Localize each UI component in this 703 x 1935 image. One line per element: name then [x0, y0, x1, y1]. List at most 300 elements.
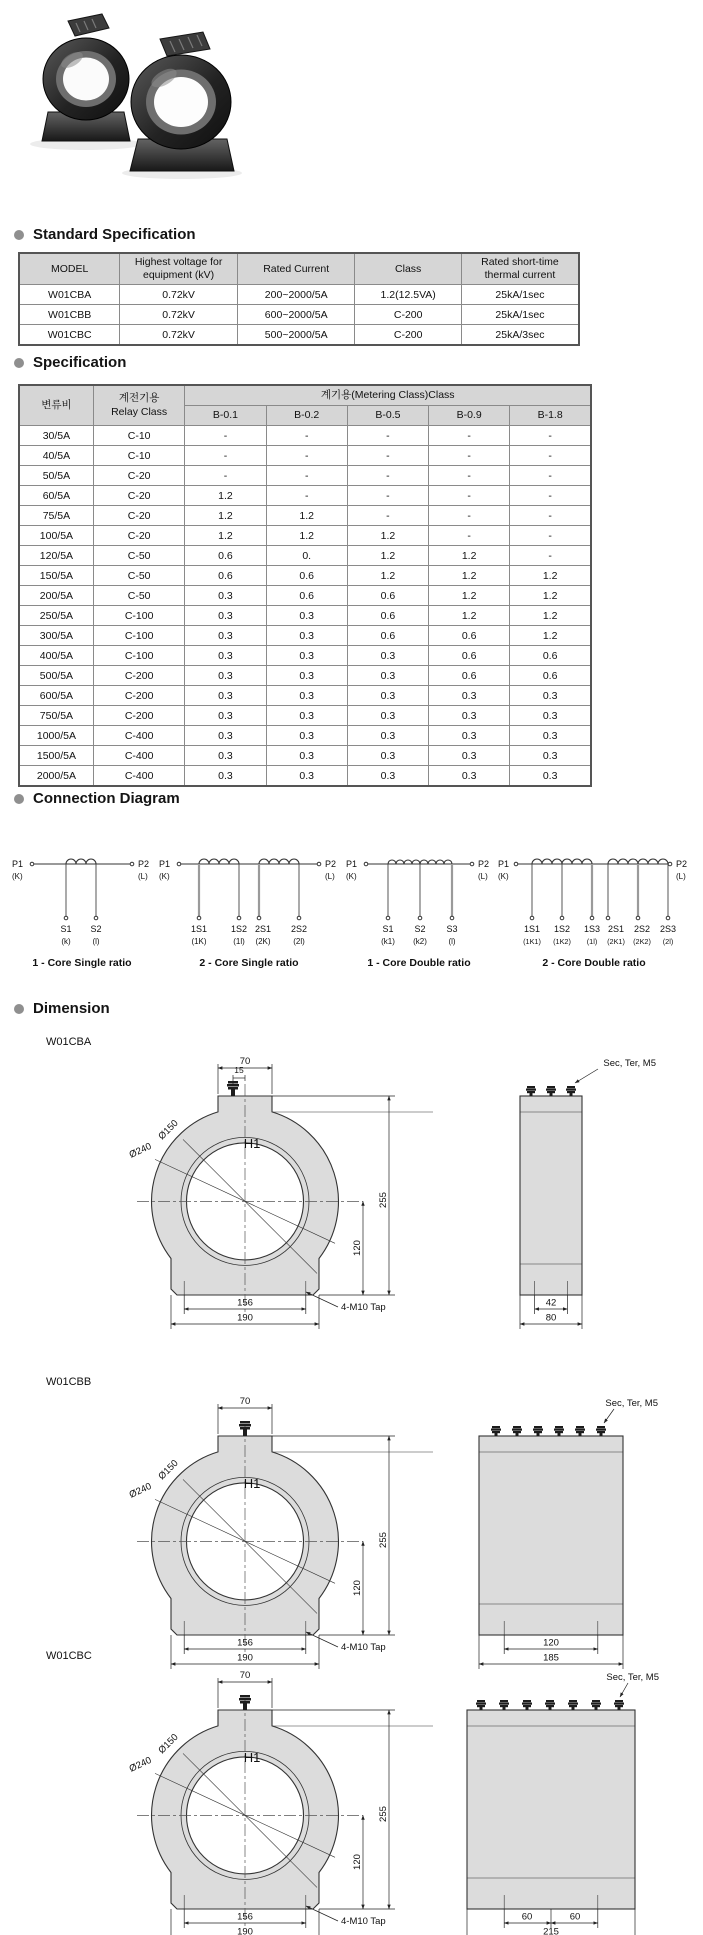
spec-cell: 0.6	[429, 666, 510, 686]
bullet-icon	[14, 230, 24, 240]
spec-cell: -	[347, 426, 428, 446]
spec-cell: -	[185, 446, 266, 466]
spec-cell: -	[266, 466, 347, 486]
col-header-b02: B-0.2	[266, 406, 347, 426]
relay-header-en: Relay Class	[111, 405, 168, 418]
spec-cell: -	[429, 526, 510, 546]
spec-row	[19, 486, 591, 506]
dim-bolt-span: 156	[237, 1297, 253, 1309]
tap-sub: (1K1)	[523, 937, 541, 946]
dim-base: 190	[237, 1312, 253, 1324]
spec-cell: 0.6	[347, 626, 428, 646]
spec-row	[19, 446, 591, 466]
spec-cell: 1.2	[185, 526, 266, 546]
col-header-b18: B-1.8	[510, 406, 591, 426]
spec-cell: -	[429, 486, 510, 506]
spec-cell: 250/5A	[19, 606, 93, 626]
tap-sub: (l)	[92, 937, 100, 946]
tap-note: 4-M10 Tap	[341, 1302, 386, 1313]
side-view-w01cba	[446, 1048, 661, 1343]
standard-spec-row	[19, 285, 579, 305]
spec-cell: 1.2	[347, 566, 428, 586]
standard-spec-cell: 600~2000/5A	[237, 305, 355, 325]
spec-row	[19, 606, 591, 626]
standard-spec-cell: 0.72kV	[120, 325, 238, 346]
standard-spec-cell: 0.72kV	[120, 285, 238, 305]
tap-sub: (2l)	[662, 937, 674, 946]
standard-spec-cell: 500~2000/5A	[237, 325, 355, 346]
col-header-thermal: Rated short-time thermal current	[461, 253, 579, 285]
spec-cell: 0.3	[185, 706, 266, 726]
spec-cell: 1.2	[266, 526, 347, 546]
spec-cell: -	[185, 466, 266, 486]
spec-cell: C-10	[93, 446, 185, 466]
spec-cell: 600/5A	[19, 686, 93, 706]
spec-cell: -	[266, 446, 347, 466]
spec-cell: 120/5A	[19, 546, 93, 566]
tap-label: 2S2	[290, 924, 308, 934]
p1-sub-label: (K)	[12, 872, 23, 881]
relay-header-ko: 계전기용	[118, 392, 160, 405]
section-spec-heading	[14, 354, 126, 371]
spec-cell: C-400	[93, 746, 185, 766]
primary-terminal-bolt	[239, 1421, 251, 1436]
spec-cell: 50/5A	[19, 466, 93, 486]
spec-cell: 0.3	[429, 726, 510, 746]
diagram-1-core-double	[344, 834, 494, 976]
col-header-rated-current: Rated Current	[237, 253, 355, 285]
spec-cell: 0.6	[429, 626, 510, 646]
section-title: Standard Specification	[33, 226, 196, 243]
spec-cell: 0.3	[347, 746, 428, 766]
dim-dia-inner: Ø150	[156, 1117, 181, 1143]
standard-spec-cell: W01CBB	[19, 305, 120, 325]
spec-cell: 0.3	[185, 766, 266, 787]
spec-cell: 0.3	[185, 626, 266, 646]
spec-cell: 0.3	[185, 686, 266, 706]
dim-foot-outer: 215	[543, 1926, 559, 1935]
dim-top-width: 70	[239, 1670, 251, 1681]
spec-cell: C-20	[93, 486, 185, 506]
spec-row	[19, 626, 591, 646]
spec-cell: C-100	[93, 626, 185, 646]
spec-cell: 1.2	[266, 506, 347, 526]
spec-cell: 0.3	[510, 766, 591, 787]
spec-cell: 0.3	[429, 746, 510, 766]
spec-cell: 0.6	[185, 546, 266, 566]
section-title: Specification	[33, 354, 127, 371]
spec-cell: -	[510, 466, 591, 486]
spec-cell: 0.3	[185, 746, 266, 766]
bullet-icon	[14, 358, 24, 368]
dim-height: 255	[378, 1532, 389, 1548]
spec-cell: 150/5A	[19, 566, 93, 586]
dim-base: 190	[237, 1926, 253, 1935]
spec-cell: -	[266, 426, 347, 446]
spec-cell: 750/5A	[19, 706, 93, 726]
spec-cell: C-20	[93, 526, 185, 546]
spec-cell: C-200	[93, 686, 185, 706]
dim-foot-inner: 42	[545, 1297, 557, 1309]
spec-cell: -	[429, 426, 510, 446]
spec-cell: 60/5A	[19, 486, 93, 506]
tap-label: 1S2	[230, 924, 248, 934]
spec-cell: 300/5A	[19, 626, 93, 646]
spec-cell: C-400	[93, 766, 185, 787]
spec-header-row-1	[19, 385, 591, 406]
spec-cell: 0.3	[266, 666, 347, 686]
tap-sub: (1l)	[233, 937, 245, 946]
spec-cell: 0.3	[510, 726, 591, 746]
tap-sub: (k2)	[413, 937, 427, 946]
dim-dia-inner: Ø150	[156, 1731, 181, 1757]
dim-dia-outer: Ø240	[127, 1754, 154, 1775]
spec-cell: 0.3	[429, 706, 510, 726]
dim-dia-outer: Ø240	[127, 1140, 154, 1161]
spec-cell: 0.3	[429, 686, 510, 706]
p1-sub-label: (K)	[346, 872, 357, 881]
model-label-w01cbc: W01CBC	[46, 1650, 92, 1662]
spec-cell: 0.3	[266, 746, 347, 766]
spec-cell: 0.3	[185, 666, 266, 686]
col-header-ratio: 변류비	[19, 385, 93, 426]
p2-sub-label: (L)	[138, 872, 148, 881]
spec-cell: 1.2	[429, 586, 510, 606]
spec-cell: 0.3	[266, 766, 347, 787]
p1-label: P1	[346, 859, 358, 869]
p2-sub-label: (L)	[325, 872, 335, 881]
product-photo	[10, 8, 260, 180]
dim-height2: 120	[352, 1580, 363, 1596]
spec-cell: 0.3	[347, 766, 428, 787]
spec-cell: -	[510, 446, 591, 466]
spec-cell: 0.3	[266, 606, 347, 626]
standard-spec-row	[19, 325, 579, 346]
tap-sub: (2l)	[293, 937, 305, 946]
spec-cell: -	[185, 426, 266, 446]
spec-cell: -	[510, 426, 591, 446]
p2-label: P2	[676, 859, 688, 869]
tap-sub: (1l)	[586, 937, 598, 946]
spec-cell: 0.3	[266, 626, 347, 646]
coil	[388, 860, 452, 864]
col-header-metering: 계기용(Metering Class)Class	[185, 385, 591, 406]
spec-row	[19, 546, 591, 566]
col-header-b01: B-0.1	[185, 406, 266, 426]
spec-cell: -	[510, 526, 591, 546]
diagram-caption: 1 - Core Single ratio	[32, 957, 132, 969]
spec-cell: C-200	[93, 666, 185, 686]
connection-diagrams	[10, 834, 692, 976]
spec-cell: 40/5A	[19, 446, 93, 466]
tap-sub: (k)	[61, 937, 71, 946]
dim-foot-outer: 185	[543, 1652, 559, 1664]
front-view-w01cbc	[95, 1662, 435, 1935]
spec-cell: C-400	[93, 726, 185, 746]
tap-label: 2S2	[633, 924, 651, 934]
spec-cell: 1.2	[185, 486, 266, 506]
standard-spec-cell: C-200	[355, 305, 461, 325]
spec-cell: C-20	[93, 466, 185, 486]
spec-cell: 0.3	[510, 706, 591, 726]
diagram-2-core-single	[157, 834, 342, 976]
spec-cell: 0.3	[347, 726, 428, 746]
side-view-w01cbb	[446, 1388, 661, 1683]
tap-label: 2S1	[607, 924, 625, 934]
spec-row	[19, 726, 591, 746]
model-label-w01cbb: W01CBB	[46, 1376, 92, 1388]
dim-height2: 120	[352, 1240, 363, 1256]
spec-cell: 0.3	[266, 706, 347, 726]
tap-sub: (1K2)	[553, 937, 571, 946]
spec-cell: -	[347, 446, 428, 466]
dim-base: 190	[237, 1652, 253, 1664]
spec-cell: 0.3	[347, 646, 428, 666]
spec-cell: 1.2	[185, 506, 266, 526]
col-header-model: MODEL	[19, 253, 120, 285]
spec-row	[19, 646, 591, 666]
diagram-caption: 2 - Core Double ratio	[542, 957, 646, 969]
p1-label: P1	[498, 859, 510, 869]
spec-row	[19, 706, 591, 726]
spec-cell: C-100	[93, 646, 185, 666]
tap-label: S1	[382, 924, 394, 934]
dim-dia-outer: Ø240	[127, 1480, 154, 1501]
secondary-terminal-bolts	[476, 1700, 624, 1710]
bullet-icon	[14, 794, 24, 804]
spec-row	[19, 666, 591, 686]
standard-spec-cell: 200~2000/5A	[237, 285, 355, 305]
spec-cell: 1.2	[347, 546, 428, 566]
tap-sub: (2K1)	[607, 937, 625, 946]
spec-row	[19, 466, 591, 486]
spec-row	[19, 566, 591, 586]
spec-cell: 0.6	[266, 586, 347, 606]
coil-2	[259, 859, 299, 864]
spec-cell: 0.3	[185, 606, 266, 626]
standard-spec-header-row	[19, 253, 579, 285]
spec-cell: 1.2	[510, 566, 591, 586]
standard-spec-cell: 25kA/1sec	[461, 305, 579, 325]
primary-terminal-bolt	[227, 1081, 239, 1096]
transformer-unit-front	[130, 32, 234, 171]
tap-label: 2S1	[254, 924, 272, 934]
p2-label: P2	[478, 859, 490, 869]
col-header-b05: B-0.5	[347, 406, 428, 426]
front-view-w01cbb	[95, 1388, 435, 1683]
spec-cell: 1500/5A	[19, 746, 93, 766]
core-label: H1	[243, 1476, 261, 1491]
p1-label: P1	[159, 859, 171, 869]
spec-cell: 0.3	[185, 646, 266, 666]
diagram-2-core-double	[496, 834, 692, 976]
col-header-class: Class	[355, 253, 461, 285]
tap-label: 1S1	[523, 924, 541, 934]
standard-spec-row	[19, 305, 579, 325]
col-header-relay	[93, 385, 185, 426]
tap-note: 4-M10 Tap	[341, 1916, 386, 1927]
spec-row	[19, 586, 591, 606]
section-title: Connection Diagram	[33, 790, 180, 807]
terminal-note: Sec, Ter, M5	[603, 1058, 656, 1069]
tap-label: S2	[90, 924, 102, 934]
spec-cell: 0.3	[185, 726, 266, 746]
spec-table	[18, 384, 592, 787]
diagram-caption: 2 - Core Single ratio	[199, 957, 299, 969]
bullet-icon	[14, 1004, 24, 1014]
spec-cell: -	[510, 506, 591, 526]
spec-cell: 0.3	[347, 686, 428, 706]
spec-cell: 0.3	[266, 686, 347, 706]
spec-cell: 1.2	[429, 606, 510, 626]
tap-sub: (2K)	[255, 937, 271, 946]
spec-row	[19, 766, 591, 787]
standard-spec-cell: 0.72kV	[120, 305, 238, 325]
spec-cell: 0.3	[347, 666, 428, 686]
p2-label: P2	[325, 859, 337, 869]
spec-row	[19, 686, 591, 706]
spec-cell: 1.2	[429, 566, 510, 586]
spec-cell: 1000/5A	[19, 726, 93, 746]
p2-sub-label: (L)	[676, 872, 686, 881]
spec-cell: 1.2	[510, 586, 591, 606]
spec-cell: 0.3	[347, 706, 428, 726]
tap-label: 2S3	[659, 924, 677, 934]
dim-bolt-span: 156	[237, 1637, 253, 1649]
spec-cell: -	[429, 466, 510, 486]
p1-label: P1	[12, 859, 24, 869]
tap-label: S1	[60, 924, 72, 934]
spec-cell: -	[429, 446, 510, 466]
spec-cell: 2000/5A	[19, 766, 93, 787]
spec-cell: -	[347, 506, 428, 526]
model-label-w01cba: W01CBA	[46, 1036, 92, 1048]
p2-sub-label: (L)	[478, 872, 488, 881]
secondary-terminal-bolts	[491, 1426, 606, 1436]
tap-sub: (1K)	[191, 937, 207, 946]
spec-cell: 1.2	[347, 526, 428, 546]
spec-cell: 0.3	[510, 746, 591, 766]
spec-cell: 400/5A	[19, 646, 93, 666]
p2-terminal	[130, 862, 134, 866]
secondary-terminal-bolts	[526, 1086, 576, 1096]
diagram-caption: 1 - Core Double ratio	[367, 957, 471, 969]
tap-sub: (2K2)	[633, 937, 651, 946]
spec-cell: C-50	[93, 546, 185, 566]
spec-cell: C-100	[93, 606, 185, 626]
p1-sub-label: (K)	[498, 872, 509, 881]
dim-height: 255	[378, 1806, 389, 1822]
standard-spec-cell: 25kA/3sec	[461, 325, 579, 346]
spec-cell: 0.3	[266, 726, 347, 746]
front-view-w01cba	[95, 1048, 435, 1343]
primary-terminal-bolt	[239, 1695, 251, 1710]
transformer-unit-rear	[42, 14, 130, 141]
spec-cell: 0.3	[266, 646, 347, 666]
section-title: Dimension	[33, 1000, 110, 1017]
spec-cell: 200/5A	[19, 586, 93, 606]
dim-top-width: 70	[239, 1396, 251, 1407]
spec-cell: 30/5A	[19, 426, 93, 446]
dim-top-width: 70	[239, 1056, 251, 1067]
col-header-voltage: Highest voltage for equipment (kV)	[120, 253, 238, 285]
spec-cell: 0.3	[510, 686, 591, 706]
dim-dia-inner: Ø150	[156, 1457, 181, 1483]
spec-row	[19, 506, 591, 526]
terminal-note: Sec, Ter, M5	[605, 1398, 658, 1409]
section-standard-spec-heading	[14, 226, 196, 243]
spec-cell: -	[266, 486, 347, 506]
spec-cell: 0.6	[347, 606, 428, 626]
spec-cell: 0.3	[185, 586, 266, 606]
spec-cell: -	[347, 486, 428, 506]
coil-2	[608, 859, 668, 864]
core-label: H1	[243, 1136, 261, 1151]
spec-cell: C-20	[93, 506, 185, 526]
standard-spec-cell: 1.2(12.5VA)	[355, 285, 461, 305]
spec-cell: 0.3	[429, 766, 510, 787]
spec-cell: C-200	[93, 706, 185, 726]
tap-label: S3	[446, 924, 458, 934]
dim-foot-inner: 120	[543, 1637, 559, 1649]
dim-foot-outer: 80	[545, 1312, 557, 1324]
coil-1	[532, 859, 592, 864]
tap-label: 1S2	[553, 924, 571, 934]
spec-cell: C-10	[93, 426, 185, 446]
spec-cell: 1.2	[510, 626, 591, 646]
dim-bolt-offset: 15	[234, 1065, 244, 1075]
col-header-b09: B-0.9	[429, 406, 510, 426]
standard-spec-cell: W01CBC	[19, 325, 120, 346]
terminal-note: Sec, Ter, M5	[606, 1672, 659, 1683]
coil-1	[199, 859, 239, 864]
section-connection-heading	[14, 790, 180, 807]
tap-sub: (l)	[448, 937, 456, 946]
spec-cell: 100/5A	[19, 526, 93, 546]
tap-sub: (k1)	[381, 937, 395, 946]
spec-cell: 0.6	[185, 566, 266, 586]
standard-spec-table	[18, 252, 580, 346]
diagram-1-core-single	[10, 834, 155, 976]
spec-row	[19, 526, 591, 546]
dim-bolt-span: 156	[237, 1911, 253, 1923]
spec-cell: 0.6	[510, 646, 591, 666]
coil	[66, 859, 96, 864]
section-dimension-heading	[14, 1000, 110, 1017]
spec-cell: -	[347, 466, 428, 486]
spec-cell: C-50	[93, 566, 185, 586]
spec-cell: 0.6	[347, 586, 428, 606]
spec-cell: 1.2	[429, 546, 510, 566]
spec-cell: 75/5A	[19, 506, 93, 526]
spec-cell: 500/5A	[19, 666, 93, 686]
spec-cell: 1.2	[510, 606, 591, 626]
tap-label: 1S3	[583, 924, 601, 934]
core-label: H1	[243, 1750, 261, 1765]
standard-spec-cell: W01CBA	[19, 285, 120, 305]
dim-height2: 120	[352, 1854, 363, 1870]
p2-label: P2	[138, 859, 150, 869]
spec-cell: 0.6	[266, 566, 347, 586]
spec-cell: 0.6	[510, 666, 591, 686]
spec-row	[19, 746, 591, 766]
standard-spec-cell: C-200	[355, 325, 461, 346]
spec-cell: 0.6	[429, 646, 510, 666]
spec-cell: -	[510, 486, 591, 506]
dim-foot-left: 60	[521, 1911, 533, 1923]
p1-terminal	[30, 862, 34, 866]
tap-label: S2	[414, 924, 426, 934]
